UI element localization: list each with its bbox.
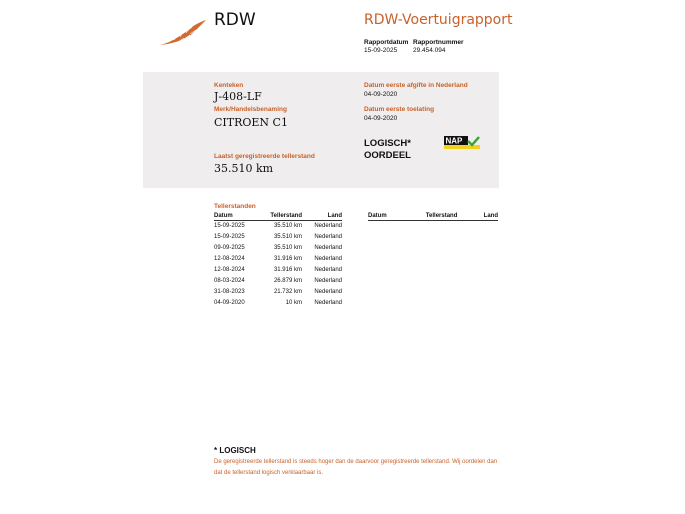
row-datum: 31-08-2023: [214, 288, 245, 295]
row-land: Nederland: [314, 223, 342, 230]
footnote-line-2: dat de tellerstand logisch verklaarbaar is.: [214, 470, 324, 476]
footnote-line-1: De geregistreerde tellerstand is steeds hoger dan de daarvoor geregistreerde tellerstand. Wij oordelen dan: [214, 459, 498, 465]
row-datum: 12-08-2024: [214, 267, 245, 273]
vehicle-summary-panel: [143, 72, 499, 188]
rapportnummer-value: 29.454.094: [413, 47, 446, 54]
rapportdatum-value: 15-09-2025: [364, 47, 398, 54]
table-row: [214, 297, 342, 308]
col-tellerstand: Tellerstand: [260, 212, 302, 221]
col-datum: Datum: [214, 212, 260, 221]
row-tellerstand: 10 km: [285, 299, 302, 306]
tellerstand-value: 35.510 km: [214, 162, 274, 175]
afgifte-value: 04-09-2020: [364, 91, 398, 98]
row-tellerstand: 26.879 km: [273, 277, 302, 284]
row-datum: 04-09-2020: [214, 299, 245, 306]
toelating-value: 04-09-2020: [364, 115, 398, 122]
kenteken-value: J-408-LF: [214, 90, 262, 103]
col-land: Land: [457, 212, 498, 221]
row-land: Nederland: [314, 288, 342, 295]
row-tellerstand: 31.916 km: [273, 256, 302, 263]
table-row: [214, 265, 342, 276]
footnote-title: * LOGISCH: [214, 446, 256, 455]
rapportnummer-label: Rapportnummer: [413, 39, 464, 46]
row-datum: 08-03-2024: [214, 277, 245, 284]
tellerstanden-table-continued: [368, 212, 498, 221]
rdw-logo-icon: [158, 18, 208, 48]
verdict-line-1: LOGISCH*: [364, 138, 411, 149]
rapportdatum-label: Rapportdatum: [364, 39, 409, 46]
report-title: RDW-Voertuigrapport: [364, 12, 513, 28]
footnote-text: [214, 457, 514, 479]
row-tellerstand: 31.916 km: [273, 267, 302, 273]
toelating-label: Datum eerste toelating: [364, 106, 435, 113]
panel-notch: [143, 180, 185, 188]
row-datum: 15-09-2025: [214, 223, 245, 230]
nap-logo-icon: [444, 136, 480, 149]
table-row: [214, 232, 342, 243]
brand-name: RDW: [214, 10, 256, 30]
row-datum: 15-09-2025: [214, 234, 245, 241]
verdict-line-2: OORDEEL: [364, 150, 411, 161]
tellerstanden-title: Tellerstanden: [214, 203, 256, 210]
table-row: [214, 221, 342, 232]
row-land: Nederland: [314, 299, 342, 306]
row-land: Nederland: [314, 234, 342, 241]
row-tellerstand: 35.510 km: [273, 234, 302, 241]
svg-text:NAP: NAP: [445, 136, 463, 146]
row-land: Nederland: [314, 256, 342, 263]
col-datum: Datum: [368, 212, 415, 221]
tellerstand-label: Laatst geregistreerde tellerstand: [214, 153, 315, 160]
table-row: [214, 243, 342, 254]
kenteken-label: Kenteken: [214, 82, 244, 89]
col-land: Land: [302, 212, 342, 221]
row-tellerstand: 21.732 km: [273, 288, 302, 295]
row-datum: 12-08-2024: [214, 256, 245, 263]
row-land: Nederland: [314, 277, 342, 284]
merk-value: CITROEN C1: [214, 116, 288, 129]
row-land: Nederland: [314, 245, 342, 252]
merk-label: Merk/Handelsbenaming: [214, 106, 287, 113]
col-tellerstand: Tellerstand: [415, 212, 458, 221]
row-land: Nederland: [314, 267, 342, 273]
tellerstanden-table: [214, 212, 342, 308]
table-row: [214, 275, 342, 286]
row-tellerstand: 35.510 km: [273, 223, 302, 230]
table-row: [214, 286, 342, 297]
table-row: [214, 254, 342, 265]
afgifte-label: Datum eerste afgifte in Nederland: [364, 82, 468, 89]
row-datum: 09-09-2025: [214, 245, 245, 252]
row-tellerstand: 35.510 km: [273, 245, 302, 252]
